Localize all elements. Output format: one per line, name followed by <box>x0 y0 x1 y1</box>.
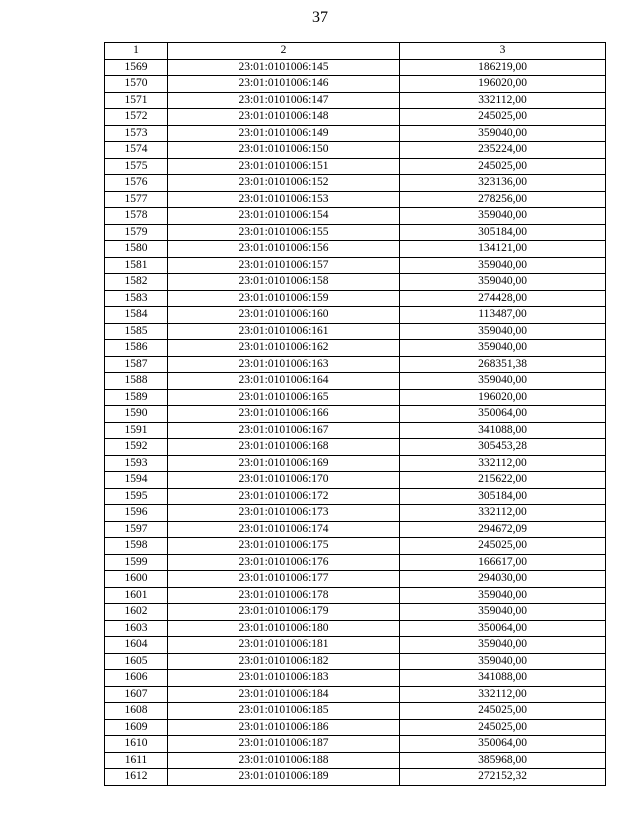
cadastral-number-cell: 23:01:0101006:150 <box>168 142 400 159</box>
row-number-cell: 1585 <box>105 323 168 340</box>
value-cell: 268351,38 <box>400 356 606 373</box>
value-cell: 359040,00 <box>400 323 606 340</box>
row-number-cell: 1581 <box>105 257 168 274</box>
row-number-cell: 1583 <box>105 290 168 307</box>
cadastral-number-cell: 23:01:0101006:182 <box>168 653 400 670</box>
row-number-cell: 1610 <box>105 736 168 753</box>
row-number-cell: 1609 <box>105 719 168 736</box>
cadastral-number-cell: 23:01:0101006:159 <box>168 290 400 307</box>
table-row <box>105 224 606 241</box>
value-cell: 235224,00 <box>400 142 606 159</box>
value-cell: 359040,00 <box>400 587 606 604</box>
row-number-cell: 1592 <box>105 439 168 456</box>
row-number-cell: 1603 <box>105 620 168 637</box>
cadastral-number-cell: 23:01:0101006:156 <box>168 241 400 258</box>
cadastral-number-cell: 23:01:0101006:164 <box>168 373 400 390</box>
table-row <box>105 703 606 720</box>
row-number-cell: 1590 <box>105 406 168 423</box>
page-number: 37 <box>312 9 328 26</box>
table-row <box>105 92 606 109</box>
cadastral-number-cell: 23:01:0101006:160 <box>168 307 400 324</box>
table-row <box>105 686 606 703</box>
value-cell: 113487,00 <box>400 307 606 324</box>
row-number-cell: 1588 <box>105 373 168 390</box>
row-number-cell: 1580 <box>105 241 168 258</box>
row-number-cell: 1575 <box>105 158 168 175</box>
cadastral-number-cell: 23:01:0101006:162 <box>168 340 400 357</box>
value-cell: 294672,09 <box>400 521 606 538</box>
cadastral-number-cell: 23:01:0101006:166 <box>168 406 400 423</box>
cadastral-number-cell: 23:01:0101006:146 <box>168 76 400 93</box>
cadastral-number-cell: 23:01:0101006:158 <box>168 274 400 291</box>
cadastral-number-cell: 23:01:0101006:183 <box>168 670 400 687</box>
cadastral-number-cell: 23:01:0101006:153 <box>168 191 400 208</box>
cadastral-number-cell: 23:01:0101006:145 <box>168 59 400 76</box>
value-cell: 359040,00 <box>400 653 606 670</box>
row-number-cell: 1602 <box>105 604 168 621</box>
table-row <box>105 653 606 670</box>
value-cell: 341088,00 <box>400 422 606 439</box>
row-number-cell: 1605 <box>105 653 168 670</box>
table-row <box>105 505 606 522</box>
table-row <box>105 109 606 126</box>
table-row <box>105 158 606 175</box>
value-cell: 215622,00 <box>400 472 606 489</box>
table-row <box>105 670 606 687</box>
row-number-cell: 1573 <box>105 125 168 142</box>
row-number-cell: 1578 <box>105 208 168 225</box>
value-cell: 305184,00 <box>400 488 606 505</box>
value-cell: 332112,00 <box>400 455 606 472</box>
value-cell: 359040,00 <box>400 208 606 225</box>
cadastral-number-cell: 23:01:0101006:177 <box>168 571 400 588</box>
row-number-cell: 1582 <box>105 274 168 291</box>
row-number-cell: 1587 <box>105 356 168 373</box>
table-header-row <box>105 43 606 60</box>
value-cell: 186219,00 <box>400 59 606 76</box>
cadastral-number-cell: 23:01:0101006:181 <box>168 637 400 654</box>
cadastral-number-cell: 23:01:0101006:184 <box>168 686 400 703</box>
row-number-cell: 1569 <box>105 59 168 76</box>
cadastral-number-cell: 23:01:0101006:151 <box>168 158 400 175</box>
value-cell: 332112,00 <box>400 686 606 703</box>
cadastral-number-cell: 23:01:0101006:175 <box>168 538 400 555</box>
cadastral-number-cell: 23:01:0101006:178 <box>168 587 400 604</box>
value-cell: 350064,00 <box>400 736 606 753</box>
cadastral-number-cell: 23:01:0101006:157 <box>168 257 400 274</box>
row-number-cell: 1594 <box>105 472 168 489</box>
table-row <box>105 455 606 472</box>
cadastral-number-cell: 23:01:0101006:155 <box>168 224 400 241</box>
row-number-cell: 1611 <box>105 752 168 769</box>
cadastral-number-cell: 23:01:0101006:161 <box>168 323 400 340</box>
table-row <box>105 274 606 291</box>
cadastral-number-cell: 23:01:0101006:185 <box>168 703 400 720</box>
row-number-cell: 1600 <box>105 571 168 588</box>
cadastral-number-cell: 23:01:0101006:163 <box>168 356 400 373</box>
value-cell: 278256,00 <box>400 191 606 208</box>
table-row <box>105 340 606 357</box>
value-cell: 359040,00 <box>400 637 606 654</box>
table-row <box>105 125 606 142</box>
table-row <box>105 241 606 258</box>
table-row <box>105 439 606 456</box>
table-row <box>105 472 606 489</box>
row-number-cell: 1572 <box>105 109 168 126</box>
value-cell: 359040,00 <box>400 340 606 357</box>
value-cell: 134121,00 <box>400 241 606 258</box>
table-row <box>105 389 606 406</box>
row-number-cell: 1579 <box>105 224 168 241</box>
cadastral-number-cell: 23:01:0101006:186 <box>168 719 400 736</box>
value-cell: 359040,00 <box>400 373 606 390</box>
cadastral-number-cell: 23:01:0101006:187 <box>168 736 400 753</box>
cadastral-number-cell: 23:01:0101006:174 <box>168 521 400 538</box>
table-row <box>105 637 606 654</box>
value-cell: 196020,00 <box>400 76 606 93</box>
cadastral-number-cell: 23:01:0101006:167 <box>168 422 400 439</box>
column-header-3: 3 <box>400 43 606 60</box>
table-row <box>105 571 606 588</box>
cadastral-number-cell: 23:01:0101006:147 <box>168 92 400 109</box>
row-number-cell: 1576 <box>105 175 168 192</box>
row-number-cell: 1571 <box>105 92 168 109</box>
value-cell: 245025,00 <box>400 109 606 126</box>
cadastral-number-cell: 23:01:0101006:165 <box>168 389 400 406</box>
value-cell: 332112,00 <box>400 92 606 109</box>
row-number-cell: 1596 <box>105 505 168 522</box>
table-row <box>105 356 606 373</box>
row-number-cell: 1608 <box>105 703 168 720</box>
cadastral-number-cell: 23:01:0101006:180 <box>168 620 400 637</box>
value-cell: 359040,00 <box>400 604 606 621</box>
value-cell: 245025,00 <box>400 703 606 720</box>
table-row <box>105 488 606 505</box>
row-number-cell: 1598 <box>105 538 168 555</box>
table-row <box>105 620 606 637</box>
table-body <box>105 59 606 785</box>
value-cell: 350064,00 <box>400 406 606 423</box>
table-row <box>105 373 606 390</box>
row-number-cell: 1612 <box>105 769 168 786</box>
table-row <box>105 538 606 555</box>
value-cell: 196020,00 <box>400 389 606 406</box>
parcel-table <box>104 42 606 786</box>
value-cell: 385968,00 <box>400 752 606 769</box>
value-cell: 245025,00 <box>400 538 606 555</box>
row-number-cell: 1607 <box>105 686 168 703</box>
table-row <box>105 142 606 159</box>
value-cell: 166617,00 <box>400 554 606 571</box>
cadastral-number-cell: 23:01:0101006:173 <box>168 505 400 522</box>
table-row <box>105 290 606 307</box>
table-row <box>105 208 606 225</box>
cadastral-number-cell: 23:01:0101006:168 <box>168 439 400 456</box>
row-number-cell: 1584 <box>105 307 168 324</box>
table-row <box>105 769 606 786</box>
cadastral-number-cell: 23:01:0101006:189 <box>168 769 400 786</box>
value-cell: 274428,00 <box>400 290 606 307</box>
value-cell: 272152,32 <box>400 769 606 786</box>
value-cell: 305453,28 <box>400 439 606 456</box>
table-row <box>105 257 606 274</box>
table-row <box>105 752 606 769</box>
row-number-cell: 1591 <box>105 422 168 439</box>
table-row <box>105 175 606 192</box>
value-cell: 332112,00 <box>400 505 606 522</box>
value-cell: 245025,00 <box>400 719 606 736</box>
cadastral-number-cell: 23:01:0101006:172 <box>168 488 400 505</box>
cadastral-number-cell: 23:01:0101006:149 <box>168 125 400 142</box>
row-number-cell: 1606 <box>105 670 168 687</box>
cadastral-number-cell: 23:01:0101006:152 <box>168 175 400 192</box>
value-cell: 245025,00 <box>400 158 606 175</box>
table-row <box>105 587 606 604</box>
table-row <box>105 521 606 538</box>
row-number-cell: 1597 <box>105 521 168 538</box>
table-row <box>105 323 606 340</box>
column-header-1: 1 <box>105 43 168 60</box>
row-number-cell: 1589 <box>105 389 168 406</box>
cadastral-number-cell: 23:01:0101006:154 <box>168 208 400 225</box>
value-cell: 350064,00 <box>400 620 606 637</box>
row-number-cell: 1586 <box>105 340 168 357</box>
value-cell: 359040,00 <box>400 274 606 291</box>
cadastral-number-cell: 23:01:0101006:176 <box>168 554 400 571</box>
value-cell: 294030,00 <box>400 571 606 588</box>
column-header-2: 2 <box>168 43 400 60</box>
table-row <box>105 406 606 423</box>
table-row <box>105 604 606 621</box>
row-number-cell: 1604 <box>105 637 168 654</box>
value-cell: 341088,00 <box>400 670 606 687</box>
cadastral-number-cell: 23:01:0101006:169 <box>168 455 400 472</box>
table-row <box>105 422 606 439</box>
row-number-cell: 1595 <box>105 488 168 505</box>
row-number-cell: 1570 <box>105 76 168 93</box>
row-number-cell: 1593 <box>105 455 168 472</box>
row-number-cell: 1574 <box>105 142 168 159</box>
row-number-cell: 1577 <box>105 191 168 208</box>
table-row <box>105 719 606 736</box>
table-row <box>105 736 606 753</box>
cadastral-number-cell: 23:01:0101006:170 <box>168 472 400 489</box>
row-number-cell: 1601 <box>105 587 168 604</box>
value-cell: 323136,00 <box>400 175 606 192</box>
table-row <box>105 307 606 324</box>
table-row <box>105 59 606 76</box>
table-row <box>105 191 606 208</box>
cadastral-number-cell: 23:01:0101006:148 <box>168 109 400 126</box>
table-row <box>105 76 606 93</box>
row-number-cell: 1599 <box>105 554 168 571</box>
value-cell: 305184,00 <box>400 224 606 241</box>
cadastral-number-cell: 23:01:0101006:188 <box>168 752 400 769</box>
table-row <box>105 554 606 571</box>
value-cell: 359040,00 <box>400 125 606 142</box>
value-cell: 359040,00 <box>400 257 606 274</box>
cadastral-number-cell: 23:01:0101006:179 <box>168 604 400 621</box>
